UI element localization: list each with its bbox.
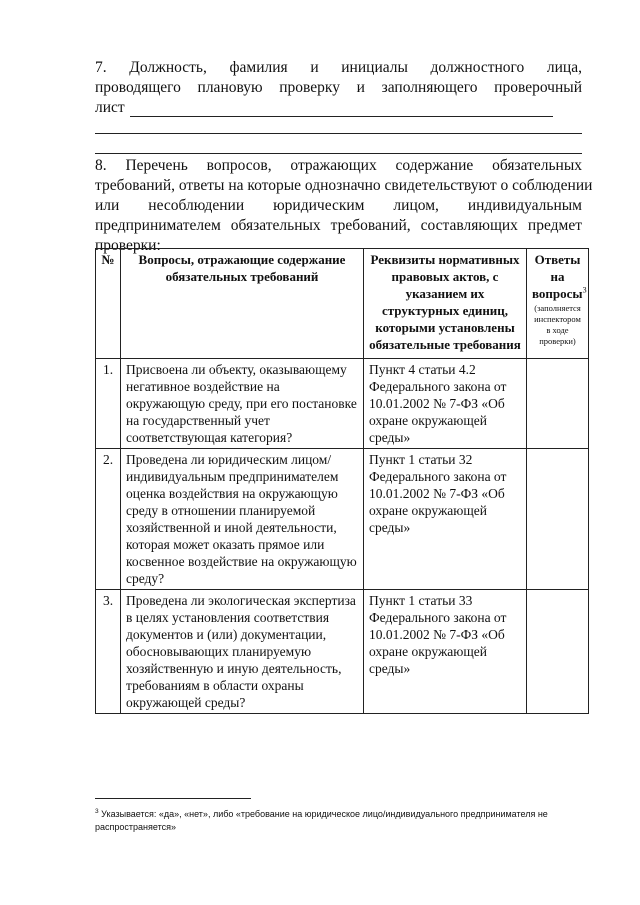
row-number: 1. <box>96 359 121 449</box>
header-number: № <box>96 249 121 359</box>
row-number: 3. <box>96 590 121 714</box>
table-row <box>96 590 589 714</box>
header-legal-references: Реквизиты нормативных правовых актов, с указанием их структурных единиц, которыми установлены обязательные требования <box>364 249 527 359</box>
item-8-last-line: проверки: <box>95 237 161 254</box>
row-question: Проведена ли юридическим лицом/индивидуальным предпринимателем оценка воздействия на окружающую среду в отношении планируемой хозяйственной и иной деятельности, которая может оказать прямое или косвенное воздействие на окружающую среду? <box>121 449 364 590</box>
table-row <box>96 449 589 590</box>
row-legal-reference: Пункт 1 статьи 33 Федерального закона от 10.01.2002 № 7-ФЗ «Об охране окружающей среды» <box>364 590 527 714</box>
item-7-paragraph <box>95 58 582 118</box>
footnote-mark: 3 <box>582 285 587 295</box>
fill-in-line <box>130 116 553 117</box>
footnote <box>95 808 585 834</box>
fill-in-line <box>95 133 582 134</box>
item-8-line-3: или несоблюдении юридическим лицом, индивидуальным <box>95 197 582 214</box>
row-question: Проведена ли экологическая экспертиза в целях установления соответствия документов и (или) документации, обосновывающих планируемую хозяйственную и иную деятельность, требованиям в области охраны окружающей среды? <box>121 590 364 714</box>
row-number: 2. <box>96 449 121 590</box>
header-answers-note: (заполняется инспектором в ходе проверки) <box>534 303 581 346</box>
item-8-paragraph <box>95 156 593 256</box>
row-legal-reference: Пункт 1 статьи 32 Федерального закона от 10.01.2002 № 7-ФЗ «Об охране окружающей среды» <box>364 449 527 590</box>
footnote-separator <box>95 798 251 799</box>
item-7-last-line: лист <box>95 99 125 116</box>
footnote-number: 3 <box>95 808 99 815</box>
header-answers <box>527 249 589 359</box>
item-7-line-1: 7. Должность, фамилия и инициалы должностного лица, <box>95 59 582 76</box>
row-legal-reference: Пункт 4 статьи 4.2 Федерального закона от 10.01.2002 № 7-ФЗ «Об охране окружающей среды» <box>364 359 527 449</box>
item-8-line-1: 8. Перечень вопросов, отражающих содержание обязательных <box>95 157 582 174</box>
table-header-row <box>96 249 589 359</box>
item-8-line-4: предпринимателем обязательных требований, составляющих предмет <box>95 217 582 234</box>
fill-in-line <box>95 153 582 154</box>
item-8-line-2: требований, ответы на которые однозначно свидетельствуют о соблюдении <box>95 177 593 194</box>
row-answer-cell[interactable] <box>527 449 589 590</box>
footnote-text: Указывается: «да», «нет», либо «требование на юридическое лицо/индивидуального предпринимателя не распространяется» <box>95 809 548 832</box>
row-answer-cell[interactable] <box>527 359 589 449</box>
row-answer-cell[interactable] <box>527 590 589 714</box>
header-answers-label: Ответы на вопросы$^3$ <box>532 252 587 301</box>
item-7-line-2: проводящего плановую проверку и заполняющего проверочный <box>95 79 582 96</box>
requirements-checklist-table <box>95 248 589 714</box>
header-questions: Вопросы, отражающие содержание обязательных требований <box>121 249 364 359</box>
row-question: Присвоена ли объекту, оказывающему негативное воздействие на окружающую среду, при его постановке на государственный учет соответствующая категория? <box>121 359 364 449</box>
table-row <box>96 359 589 449</box>
